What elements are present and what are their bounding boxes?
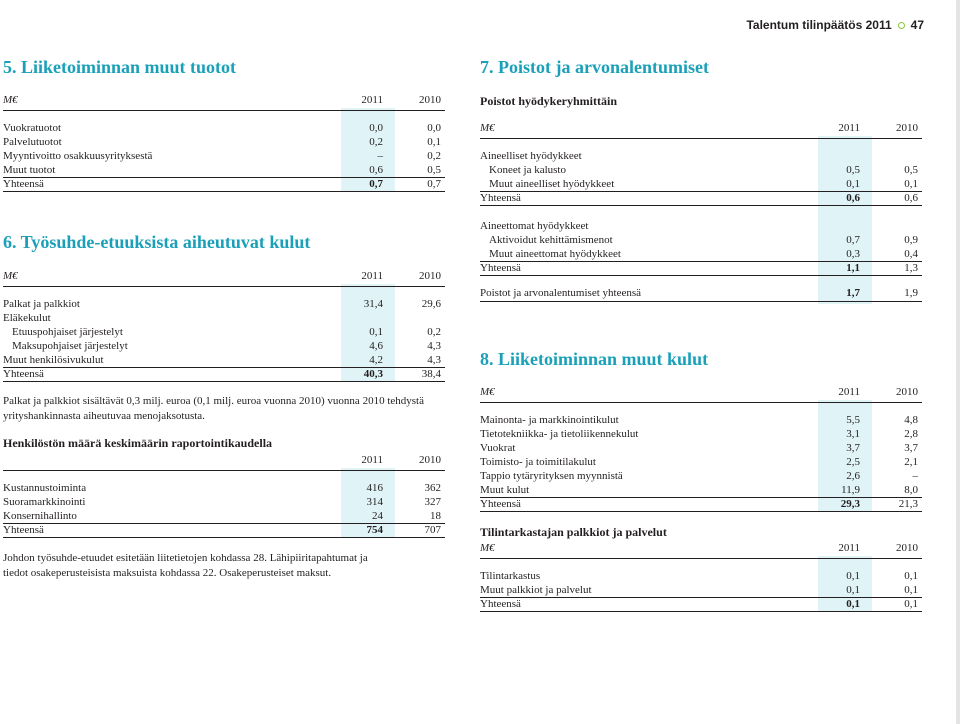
year-2011: 2011 <box>361 94 383 106</box>
table-row: Koneet ja kalusto 0,5 0,5 <box>489 164 918 176</box>
table-header <box>3 92 445 108</box>
table-row-total: Yhteensä 754 707 <box>3 524 441 536</box>
table-row: Muut aineettomat hyödykkeet 0,3 0,4 <box>489 248 918 260</box>
table-employee-benefits <box>3 266 445 384</box>
divider <box>3 110 445 111</box>
group-label: Aineettomat hyödykkeet <box>480 220 589 232</box>
salary-note: Palkat ja palkkiot sisältävät 0,3 milj. euroa (0,1 milj. euroa vuonna 2010) vuonna 2010 tehdystä yrityshankinnasta aiheutuvaa menojaksotusta. <box>3 395 424 422</box>
table-row: Tappio tytäryrityksen myynnistä 2,6 – <box>480 470 918 482</box>
table-row-grand-total: Poistot ja arvonalentumiset yhteensä 1,7 1,9 <box>480 287 918 299</box>
divider <box>480 205 922 206</box>
table-staff-count <box>3 450 445 540</box>
table-row: Aktivoidut kehittämismenot 0,7 0,9 <box>489 234 918 246</box>
table-row: Maksupohjaiset järjestelyt 4,6 4,3 <box>12 340 441 352</box>
currency-label: M€ <box>480 542 495 554</box>
divider <box>480 301 922 302</box>
table-depreciation <box>480 118 922 308</box>
table-header <box>480 120 922 136</box>
divider <box>480 558 922 559</box>
divider <box>3 537 445 538</box>
divider <box>480 402 922 403</box>
year-2011: 2011 <box>361 454 383 466</box>
section-7-title: 7. Poistot ja arvonalentumiset <box>480 57 709 77</box>
section-7-subtitle: Poistot hyödykeryhmittäin <box>480 94 618 108</box>
staff-table-title: Henkilöstön määrä keskimäärin raportointikaudella <box>3 436 273 450</box>
table-row: Etuuspohjaiset järjestelyt 0,1 0,2 <box>12 326 441 338</box>
table-header <box>480 540 922 556</box>
year-2011: 2011 <box>838 386 860 398</box>
table-row: Toimisto- ja toimitilakulut 2,5 2,1 <box>480 456 918 468</box>
section-5-title: 5. Liiketoiminnan muut tuotot <box>3 57 237 77</box>
table-row: Vuokrat 3,7 3,7 <box>480 442 918 454</box>
group-label: Aineelliset hyödykkeet <box>480 150 582 162</box>
divider <box>480 511 922 512</box>
currency-label: M€ <box>480 122 495 134</box>
year-2011: 2011 <box>361 270 383 282</box>
table-row: Muut kulut 11,9 8,0 <box>480 484 918 496</box>
year-2010: 2010 <box>419 454 441 466</box>
table-row: Tietotekniikka- ja tietoliikennekulut 3,1 2,8 <box>480 428 918 440</box>
table-row: Palvelutuotot 0,2 0,1 <box>3 136 441 148</box>
year-2011: 2011 <box>838 122 860 134</box>
currency-label: M€ <box>3 94 18 106</box>
table-header <box>480 384 922 400</box>
year-2010: 2010 <box>419 270 441 282</box>
divider <box>3 381 445 382</box>
report-title: Talentum tilinpäätös 2011 <box>746 18 892 32</box>
table-row: Tilintarkastus 0,1 0,1 <box>480 570 918 582</box>
table-row: Eläkekulut <box>3 312 51 324</box>
staff-note: Johdon työsuhde-etuudet esitetään liitetietojen kohdassa 28. Lähipiiritapahtumat ja tiedot osakeperusteisista maksuista kohdassa 22. Osakeperusteiset maksut. <box>3 552 368 579</box>
year-2010: 2010 <box>419 94 441 106</box>
year-2010: 2010 <box>896 122 918 134</box>
section-8-title: 8. Liiketoiminnan muut kulut <box>480 349 709 369</box>
page-number: 47 <box>910 18 924 32</box>
table-row-total: Yhteensä 0,6 0,6 <box>480 192 918 204</box>
table-row: Muut aineelliset hyödykkeet 0,1 0,1 <box>489 178 918 190</box>
divider <box>3 286 445 287</box>
section-6-title: 6. Työsuhde-etuuksista aiheutuvat kulut <box>3 232 311 252</box>
table-header <box>3 452 445 468</box>
table-row: Palkat ja palkkiot 31,4 29,6 <box>3 298 441 310</box>
table-row: Konsernihallinto 24 18 <box>3 510 441 522</box>
year-2010: 2010 <box>896 542 918 554</box>
audit-table-title: Tilintarkastajan palkkiot ja palvelut <box>480 525 667 539</box>
table-row: Mainonta- ja markkinointikulut 5,5 4,8 <box>480 414 918 426</box>
table-row: Suoramarkkinointi 314 327 <box>3 496 441 508</box>
table-row: Kustannustoiminta 416 362 <box>3 482 441 494</box>
divider <box>480 275 922 276</box>
table-row-total: Yhteensä 0,1 0,1 <box>480 598 918 610</box>
table-row-total: Yhteensä 0,7 0,7 <box>3 178 441 190</box>
bullet-icon <box>898 22 905 29</box>
table-other-expenses <box>480 382 922 514</box>
currency-label: M€ <box>3 270 18 282</box>
currency-label: M€ <box>480 386 495 398</box>
year-2011: 2011 <box>838 542 860 554</box>
divider <box>3 470 445 471</box>
divider <box>3 191 445 192</box>
table-row: Muut henkilösivukulut 4,2 4,3 <box>3 354 441 366</box>
table-row: Muut tuotot 0,6 0,5 <box>3 164 441 176</box>
table-header <box>3 268 445 284</box>
table-row-total: Yhteensä 1,1 1,3 <box>480 262 918 274</box>
table-row: Vuokratuotot 0,0 0,0 <box>3 122 441 134</box>
divider <box>480 611 922 612</box>
table-row: Muut palkkiot ja palvelut 0,1 0,1 <box>480 584 918 596</box>
table-row-total: Yhteensä 29,3 21,3 <box>480 498 918 510</box>
page-edge-bar <box>956 0 960 724</box>
divider <box>480 138 922 139</box>
table-other-income <box>3 90 445 194</box>
table-row-total: Yhteensä 40,3 38,4 <box>3 368 441 380</box>
page-header <box>746 18 924 32</box>
table-row: Myyntivoitto osakkuusyrityksestä – 0,2 <box>3 150 441 162</box>
table-audit-fees <box>480 538 922 614</box>
year-2010: 2010 <box>896 386 918 398</box>
